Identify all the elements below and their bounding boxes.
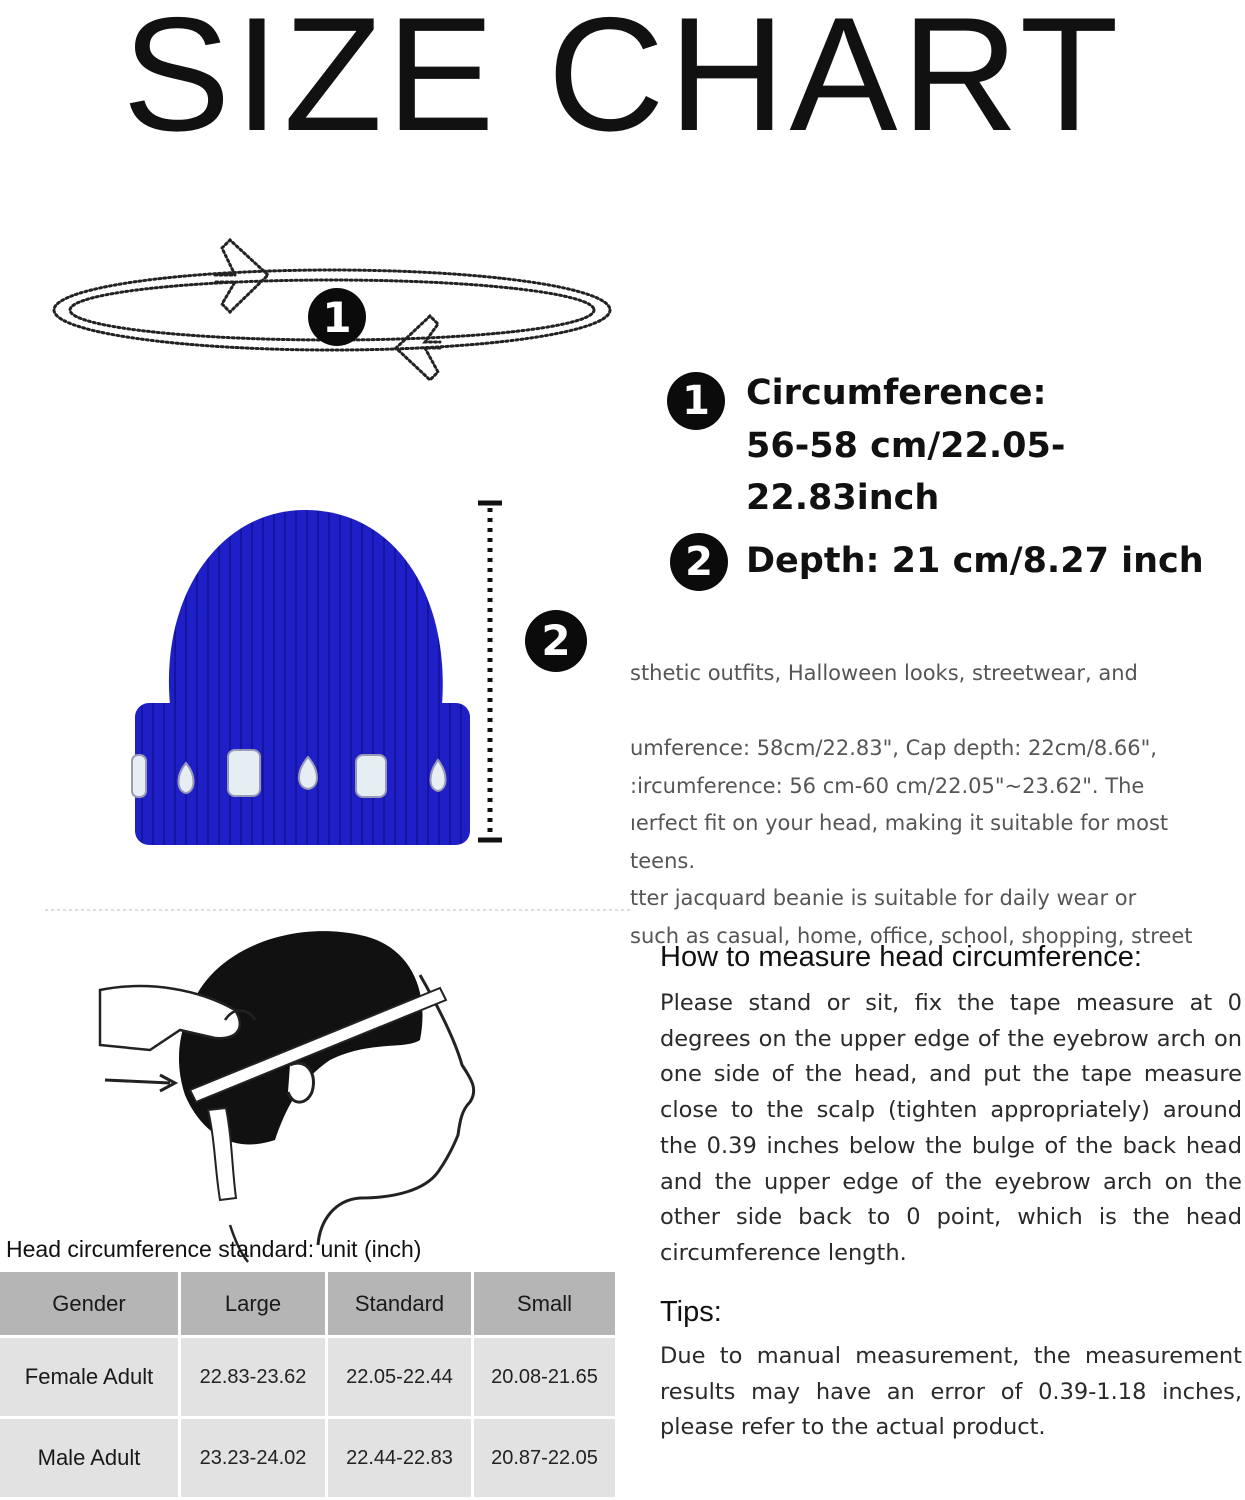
depth-line-icon (470, 500, 510, 845)
circumference-diagram-badge: 1 (322, 293, 352, 342)
table-cell: 20.87-22.05 (474, 1419, 618, 1500)
table-cell: 22.44-22.83 (328, 1419, 474, 1500)
column-header-standard: Standard (328, 1272, 474, 1338)
faded-line: tter jacquard beanie is suitable for daily wear or (630, 886, 1137, 910)
size-table (0, 1272, 618, 1500)
table-cell: 20.08-21.65 (474, 1338, 618, 1419)
beanie-image-icon (130, 505, 480, 850)
faded-line: ıerfect fit on your head, making it suitable for most (630, 811, 1169, 835)
faded-line: :ircumference: 56 cm-60 cm/22.05"~23.62". The (630, 773, 1145, 798)
table-header-row (0, 1272, 618, 1338)
table-cell: 23.23-24.02 (181, 1419, 328, 1500)
tips-body: Due to manual measurement, the measurement results may have an error of 0.39-1.18 inches, please refer to the actual product. (660, 1343, 1242, 1441)
column-header-small: Small (474, 1272, 618, 1338)
circumference-label: Circumference: (746, 373, 1047, 413)
how-to-heading: How to measure head circumference: (660, 941, 1142, 973)
column-header-gender: Gender (0, 1272, 181, 1338)
depth-spec: Depth: 21 cm/8.27 inch (746, 541, 1204, 581)
circumference-spec (746, 367, 1245, 525)
row-label: Female Adult (0, 1338, 181, 1419)
table-cell: 22.05-22.44 (328, 1338, 474, 1419)
how-to-body: Please stand or sit, fix the tape measure at 0 degrees on the upper edge of the eyebrow arch on one side of the head, and put the tape measure close to the scalp (tighten appropriately) around the 0.39 inches below the bulge of the back head and the upper edge of the eyebrow arch on the other side back to 0 point, which is the head circumference length. (660, 990, 1242, 1266)
table-row (0, 1338, 618, 1419)
column-header-large: Large (181, 1272, 328, 1338)
row-label: Male Adult (0, 1419, 181, 1500)
circumference-diagram-icon (40, 230, 630, 405)
faded-line: teens. (630, 848, 695, 873)
product-description-fragment (630, 655, 1230, 948)
table-caption: Head circumference standard: unit (inch) (6, 1236, 422, 1262)
faded-line (630, 693, 1230, 731)
table-cell: 22.83-23.62 (181, 1338, 328, 1419)
circumference-badge: 1 (667, 372, 725, 430)
depth-diagram-badge: 2 (525, 610, 587, 672)
table-row (0, 1419, 618, 1500)
tips-heading: Tips: (660, 1296, 722, 1328)
depth-badge: 2 (670, 533, 728, 591)
page-title: SIZE CHART (122, 0, 1123, 165)
circumference-value: 56-58 cm/22.05-22.83inch (746, 425, 1066, 518)
head-measuring-tape-icon (0, 880, 630, 1265)
faded-line: umference: 58cm/22.83", Cap depth: 22cm/8.66", (630, 736, 1157, 760)
faded-line: sthetic outfits, Halloween looks, streetwear, and (630, 661, 1138, 685)
faded-line: such as casual, home, office, school, shopping, street (630, 923, 1193, 948)
